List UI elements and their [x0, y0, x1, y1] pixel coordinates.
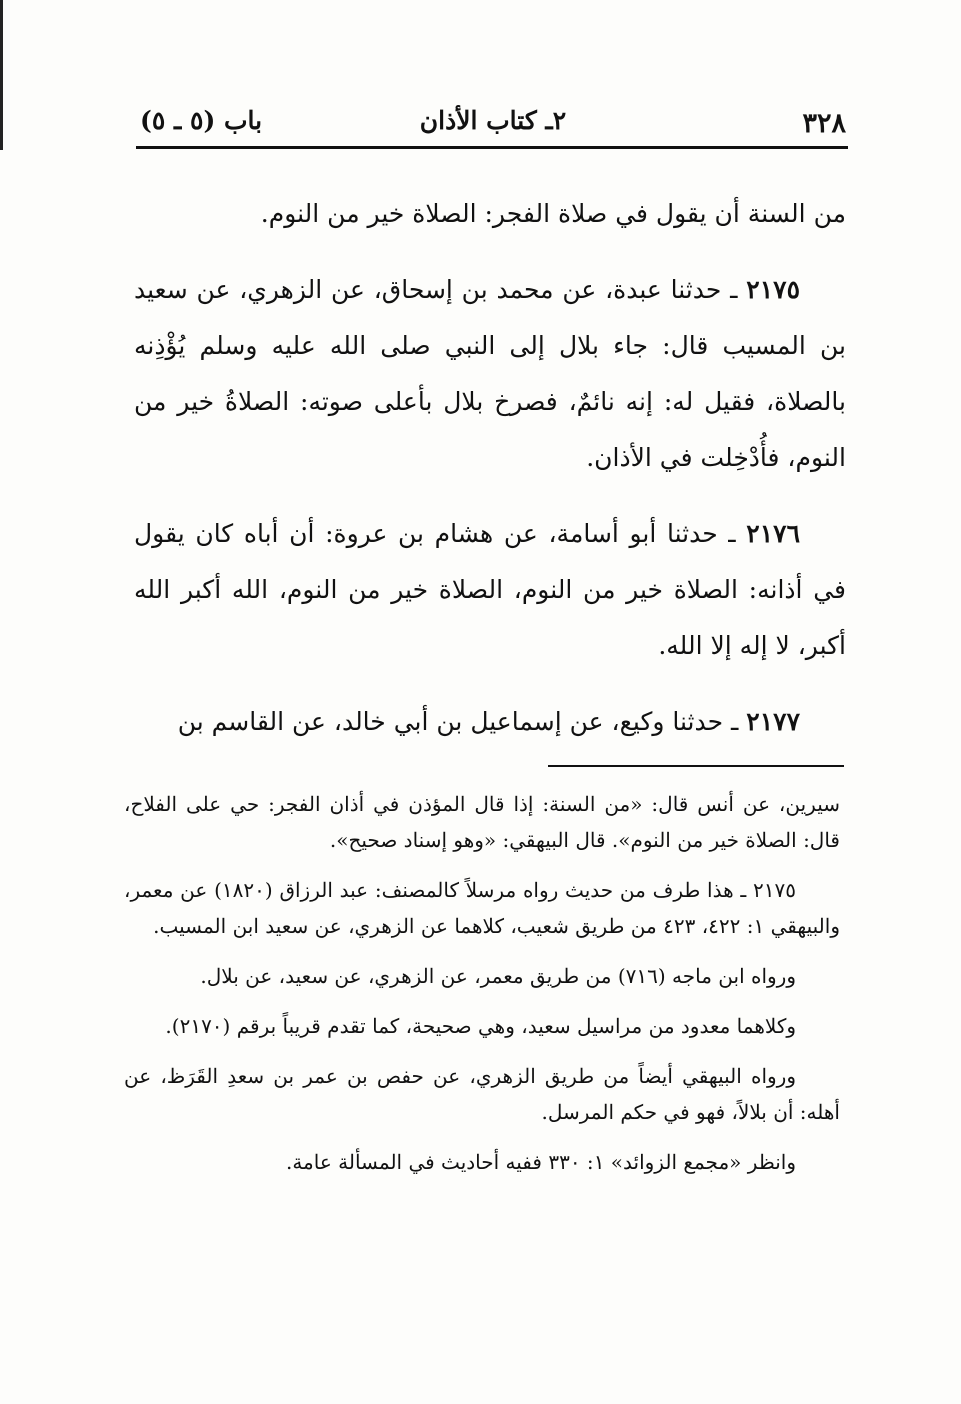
footnote-paragraph: وكلاهما معدود من مراسيل سعيد، وهي صحيحة، كما تقدم قريباً برقم (٢١٧٠).	[165, 1014, 796, 1038]
hadith-number: ٢١٧٦	[746, 519, 800, 548]
hadith-2175	[134, 262, 846, 486]
book-title: ٢ـ كتاب الأذان	[419, 106, 567, 135]
intro-paragraph: من السنة أن يقول في صلاة الفجر: الصلاة خير من النوم.	[260, 199, 846, 228]
footnote-paragraph: ورواه البيهقي أيضاً من طريق الزهري، عن حفص بن عمر بن سعدِ القَرَظ، عن أهله: أن بلالاً، فهو في حكم المرسل.	[124, 1064, 840, 1124]
hadith-number: ٢١٧٧	[746, 707, 800, 736]
hadith-number: ٢١٧٥	[746, 275, 800, 304]
hadith-text: ـ حدثنا وكيع، عن إسماعيل بن أبي خالد، عن القاسم بن	[177, 707, 747, 736]
hadith-2177	[134, 694, 846, 750]
main-text	[134, 186, 846, 750]
header-rule	[136, 146, 848, 149]
hadith-text: ـ حدثنا أبو أسامة، عن هشام بن عروة: أن أباه كان يقول في أذانه: الصلاة خير من النوم، الصلاة خير من النوم، الله أكبر الله أكبر، لا إله إلا الله.	[134, 519, 846, 660]
page-number: ٣٢٨	[802, 108, 846, 139]
footnote-paragraph: ورواه ابن ماجه (٧١٦) من طريق معمر، عن الزهري، عن سعيد، عن بلال.	[200, 964, 796, 988]
page-header	[140, 104, 846, 144]
footnote-paragraph: وانظر «مجمع الزوائد» ١: ٣٣٠ ففيه أحاديث في المسألة عامة.	[285, 1150, 796, 1174]
chapter-label: باب (٥ ـ ٥)	[140, 106, 263, 135]
hadith-2176	[134, 506, 846, 674]
footnotes	[124, 786, 840, 1194]
footnote-paragraph: سيرين، عن أنس قال: «من السنة: إذا قال المؤذن في أذان الفجر: حي على الفلاح، قال: الصلاة خير من النوم». قال البيهقي: «وهو إسناد صحيح».	[124, 792, 840, 852]
page-edge-line	[0, 0, 3, 150]
hadith-text: ـ حدثنا عبدة، عن محمد بن إسحاق، عن الزهري، عن سعيد بن المسيب قال: جاء بلال إلى النبي صلى الله عليه وسلم يُؤْذِنه بالصلاة، فقيل له: إنه نائمٌ، فصرخ بلال بأعلى صوته: الصلاةُ خير من النوم، فأُدْخِلت في الأذان.	[134, 275, 846, 472]
footnote-paragraph: ٢١٧٥ ـ هذا طرف من حديث رواه مرسلاً كالمصنف: عبد الرزاق (١٨٢٠) عن معمر، والبيهقي ١: ٤٢٢، ٤٢٣ من طريق شعيب، كلاهما عن الزهري، عن سعيد ابن المسيب.	[124, 878, 840, 938]
footnote-separator	[548, 765, 844, 767]
